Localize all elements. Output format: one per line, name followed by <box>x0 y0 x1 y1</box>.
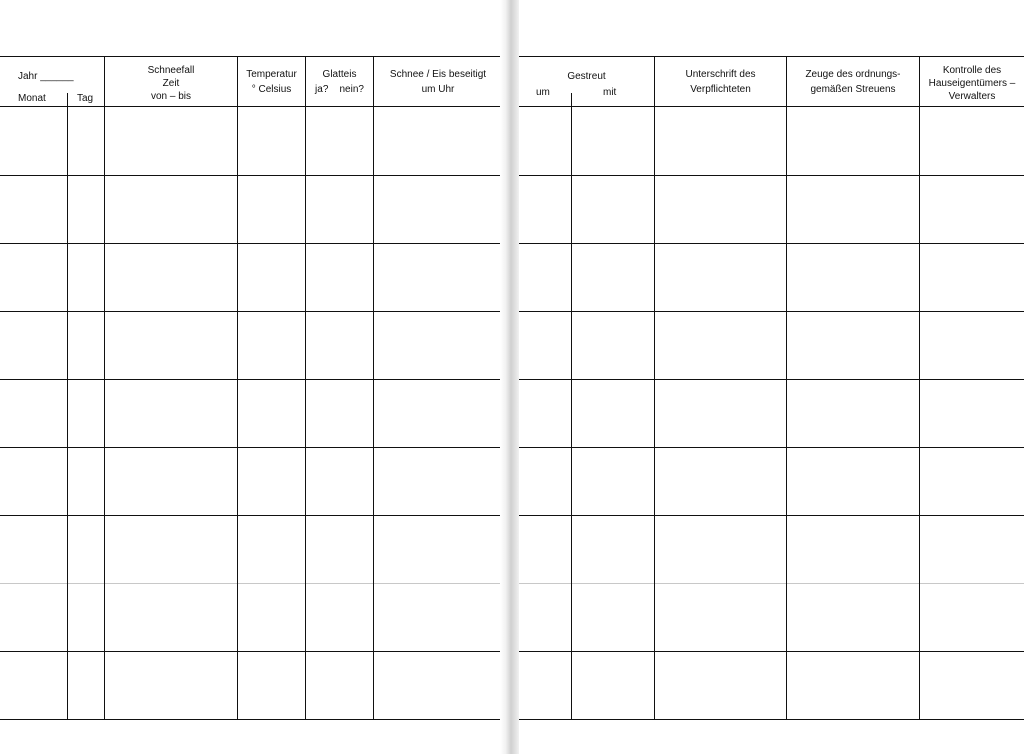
header-kontrolle-line2: Hauseigentümers – <box>928 78 1016 89</box>
header-unterschrift-line2: Verpflichteten <box>690 84 751 95</box>
header-bottom-border <box>519 106 1024 107</box>
column-divider <box>104 56 105 720</box>
header-schneefall <box>105 65 237 103</box>
table-bottom-border <box>0 719 502 720</box>
row-line <box>519 583 1024 584</box>
header-monat: Monat <box>18 93 46 104</box>
header-temperatur-line1: Temperatur <box>246 69 297 80</box>
header-unterschrift <box>655 69 786 96</box>
header-glatteis-line2: ja? nein? <box>315 84 364 95</box>
right-page <box>519 0 1024 754</box>
header-schnee-eis <box>374 69 502 96</box>
row-line <box>0 311 502 312</box>
table-bottom-border <box>519 719 1024 720</box>
header-schnee-eis-line1: Schnee / Eis beseitigt <box>389 69 487 80</box>
header-schneefall-line2: Zeit <box>162 78 180 89</box>
header-zeuge-line2: gemäßen Streuens <box>810 84 896 95</box>
column-divider <box>786 56 787 720</box>
column-divider <box>237 56 238 720</box>
row-line <box>519 515 1024 516</box>
row-line <box>0 515 502 516</box>
row-line <box>519 379 1024 380</box>
header-schnee-eis-line2: um Uhr <box>421 84 455 95</box>
header-um: um <box>536 87 550 98</box>
row-line <box>519 447 1024 448</box>
column-divider <box>373 56 374 720</box>
row-line <box>0 379 502 380</box>
left-page <box>0 0 504 754</box>
header-unterschrift-line1: Unterschrift des <box>685 69 756 80</box>
monat-tag-divider <box>67 93 68 720</box>
column-divider <box>305 56 306 720</box>
header-temperatur <box>238 69 305 96</box>
header-kontrolle-line3: Verwalters <box>948 91 996 102</box>
row-line <box>519 311 1024 312</box>
table-top-border <box>0 56 502 57</box>
header-zeuge <box>787 69 919 96</box>
row-line <box>0 175 502 176</box>
header-bottom-border <box>0 106 502 107</box>
column-divider <box>919 56 920 720</box>
header-glatteis-line1: Glatteis <box>322 69 357 80</box>
header-zeuge-line1: Zeuge des ordnungs- <box>805 69 901 80</box>
row-line <box>0 651 502 652</box>
row-line <box>519 175 1024 176</box>
header-glatteis <box>306 69 373 96</box>
table-top-border <box>519 56 1024 57</box>
row-line <box>0 243 502 244</box>
header-kontrolle-line1: Kontrolle des <box>942 65 1002 76</box>
row-line <box>519 651 1024 652</box>
row-line <box>519 243 1024 244</box>
header-temperatur-line2: ° Celsius <box>251 84 292 95</box>
row-line <box>0 583 502 584</box>
column-divider <box>654 56 655 720</box>
header-kontrolle <box>920 65 1024 103</box>
header-jahr: Jahr ______ <box>18 71 74 82</box>
header-schneefall-line1: Schneefall <box>147 65 195 76</box>
header-tag: Tag <box>77 93 94 104</box>
header-schneefall-line3: von – bis <box>150 91 192 102</box>
row-line <box>0 447 502 448</box>
header-mit: mit <box>603 87 617 98</box>
um-mit-divider <box>571 93 572 720</box>
header-gestreut: Gestreut <box>567 71 606 82</box>
